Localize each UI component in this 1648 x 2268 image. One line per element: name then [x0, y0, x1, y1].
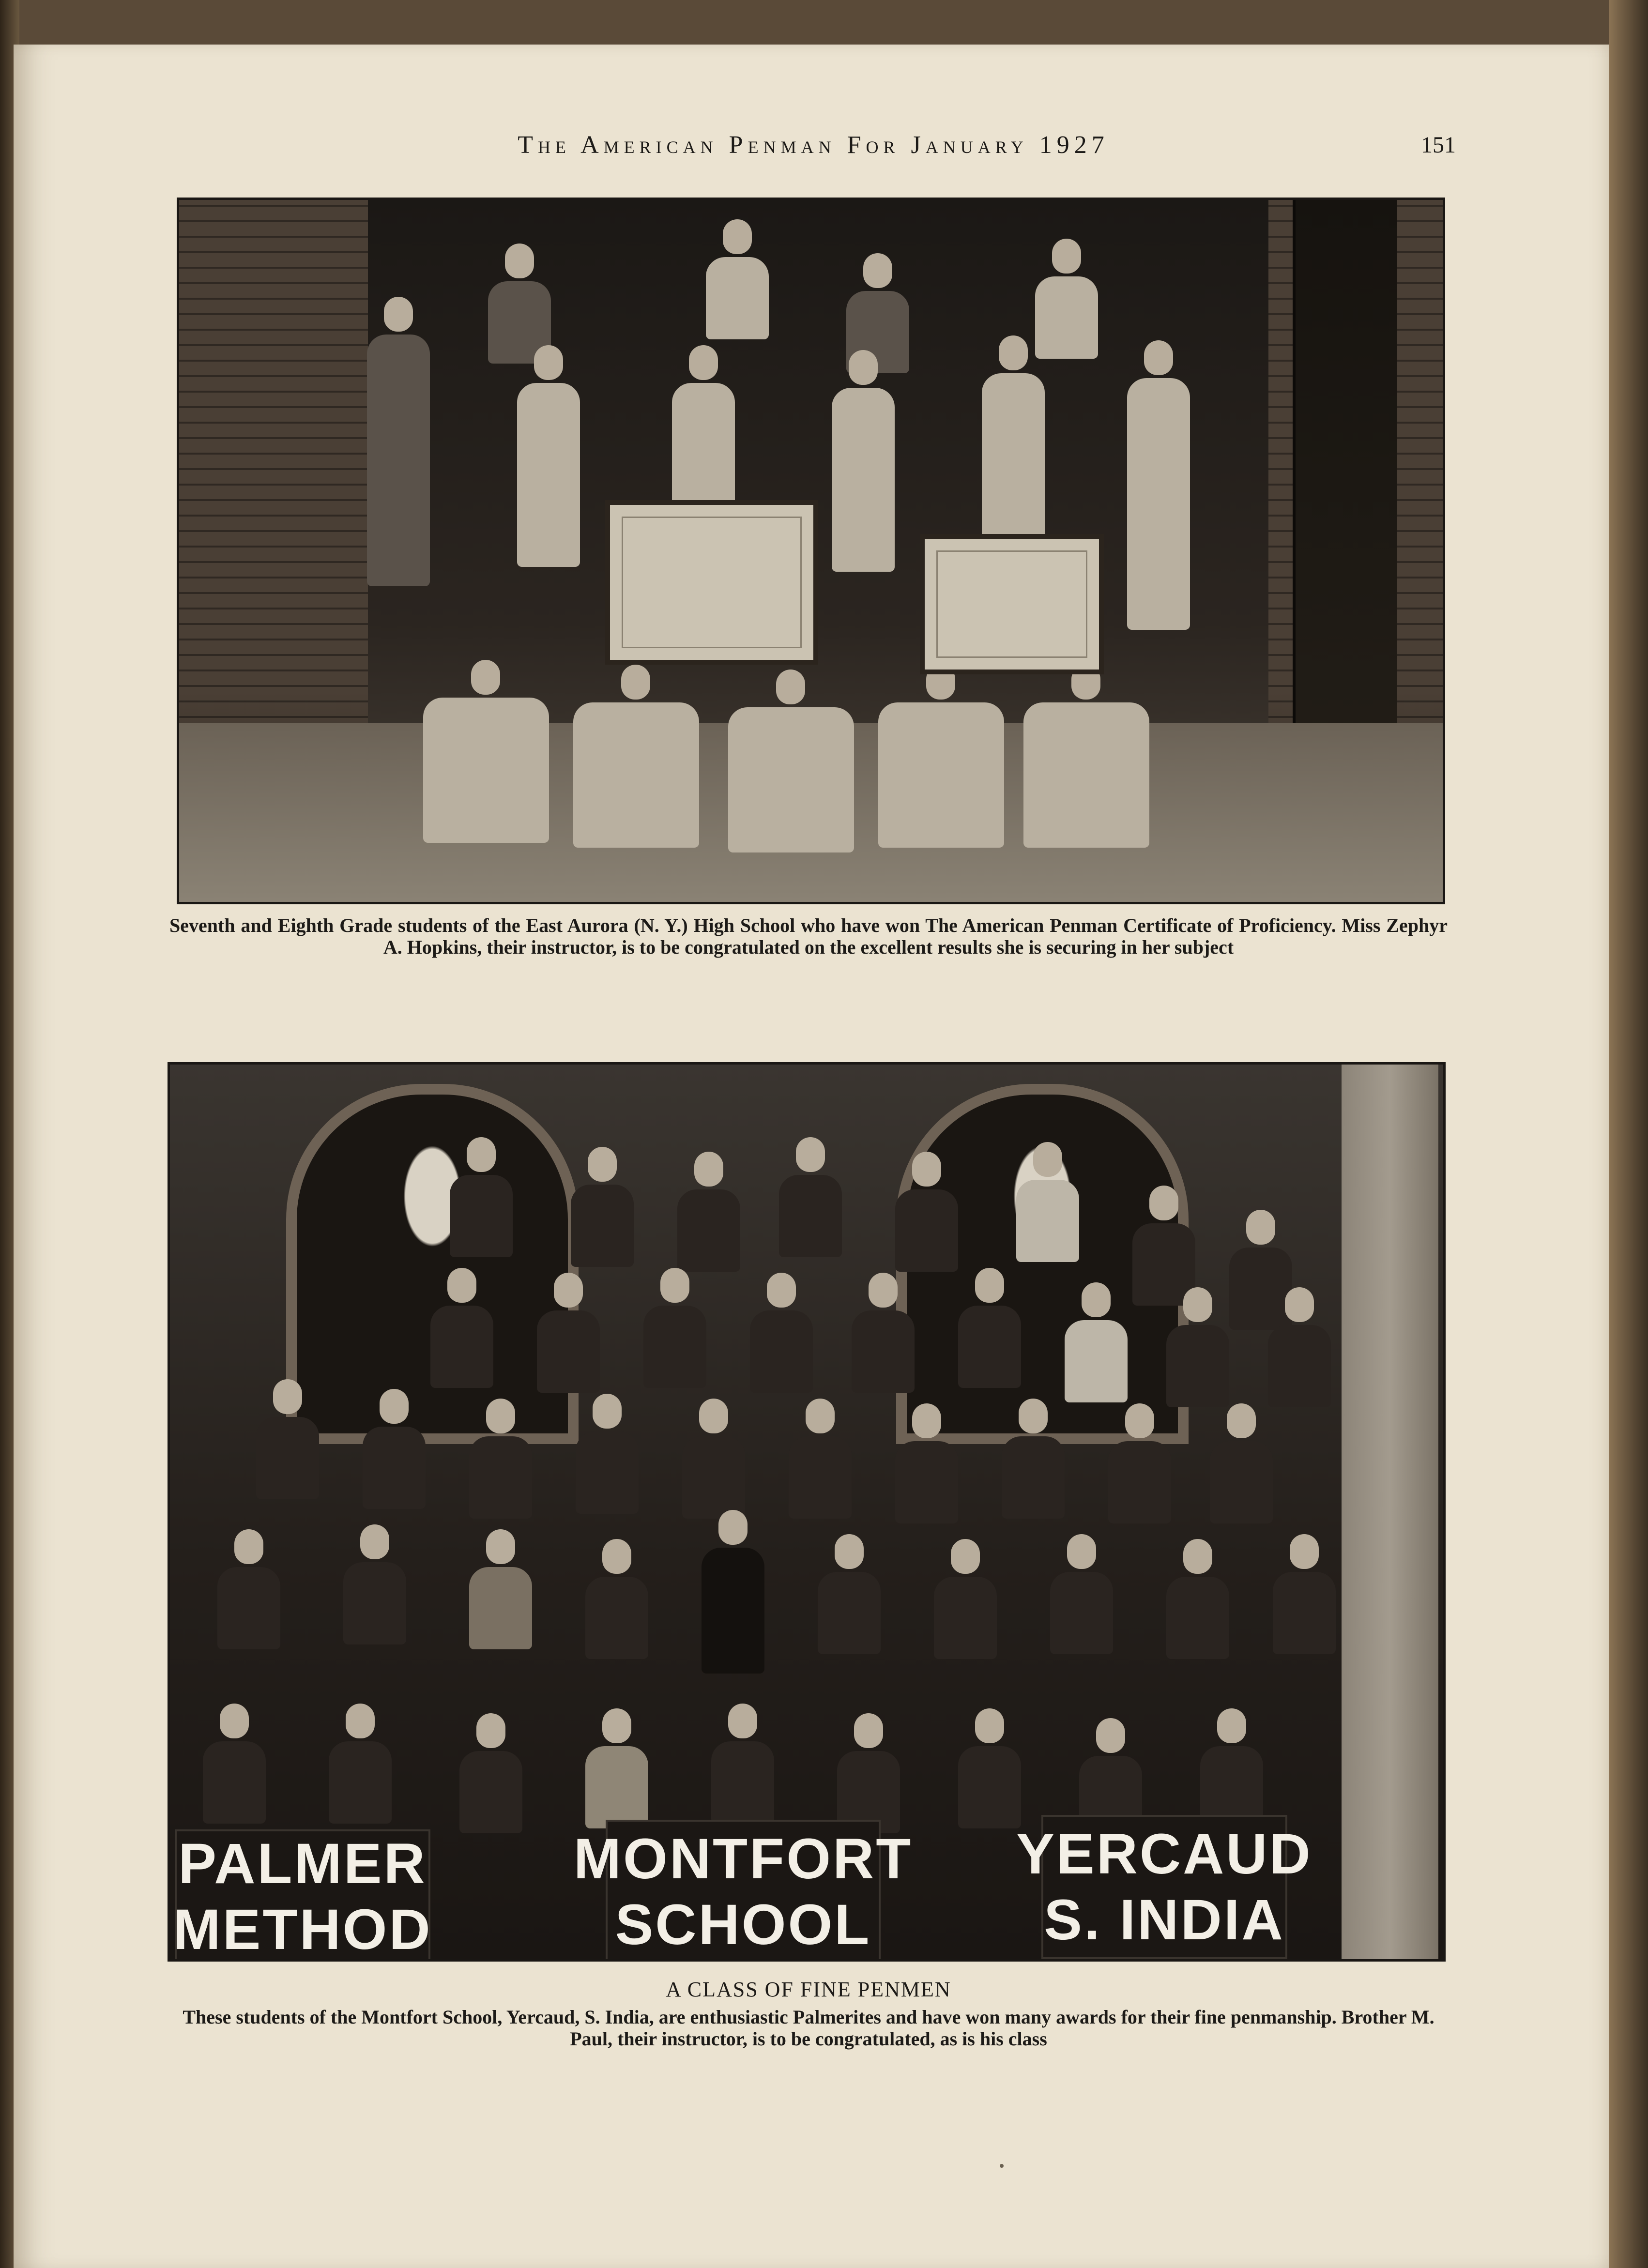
student: [828, 1534, 870, 1654]
student: [586, 1394, 628, 1514]
student: [1065, 665, 1107, 848]
sign-line: SCHOOL: [615, 1893, 871, 1957]
framed-certificate: [605, 500, 818, 665]
student: [465, 660, 506, 843]
student: [717, 219, 758, 339]
class-photo-montfort-school: [168, 1062, 1446, 1962]
student: [799, 1399, 841, 1519]
class-photo-east-aurora: [177, 198, 1445, 904]
student: [1279, 1287, 1320, 1407]
student: [480, 1529, 521, 1649]
student: [1138, 340, 1179, 630]
student: [460, 1137, 502, 1257]
student: [906, 1152, 947, 1272]
photo-2-caption-title: A CLASS OF FINE PENMEN: [666, 1978, 951, 2001]
student: [1012, 1399, 1054, 1519]
student: [267, 1379, 308, 1499]
photo-1-caption: Seventh and Eighth Grade students of the East Aurora (N. Y.) High School who have won The American Penman Certificate of Proficiency. Miss Zephyr A. Hopkins, their instructor, is to be congratulated on the excellent results she is securing in her subject: [169, 914, 1448, 958]
student: [848, 1713, 889, 1833]
student: [1177, 1539, 1219, 1659]
student: [862, 1273, 904, 1393]
student: [969, 1268, 1010, 1388]
sign-line: METHOD: [173, 1898, 432, 1962]
student: [770, 670, 811, 852]
page-number: 151: [1421, 132, 1456, 158]
student: [596, 1708, 638, 1828]
sign-line: PALMER: [178, 1832, 427, 1896]
student: [228, 1529, 270, 1649]
student: [1119, 1403, 1160, 1523]
student: [378, 297, 419, 586]
student: [339, 1704, 381, 1824]
student: [790, 1137, 831, 1257]
student: [688, 1152, 730, 1272]
sign-yercaud-s-india: [1016, 1815, 1312, 1959]
student: [761, 1273, 802, 1393]
student: [1061, 1534, 1102, 1654]
sign-montfort-school: [573, 1820, 913, 1962]
student: [528, 345, 569, 567]
photo-2-caption: These students of the Montfort School, Yercaud, S. India, are enthusiastic Palmerites and have won many awards for their fine penmanship. Brother M. Paul, their instructor, is to be congratulated, as is his class: [183, 2006, 1434, 2050]
instructor: [712, 1510, 754, 1674]
student: [906, 1403, 947, 1523]
student: [596, 1539, 638, 1659]
student: [1221, 1403, 1262, 1523]
student: [992, 335, 1034, 557]
paper-speck: [1000, 2164, 1004, 2168]
student: [1075, 1282, 1117, 1402]
student: [969, 1708, 1010, 1828]
student: [615, 665, 656, 848]
student: [441, 1268, 483, 1388]
student: [654, 1268, 696, 1388]
student: [470, 1713, 512, 1833]
sign-line: S. INDIA: [1044, 1888, 1285, 1952]
student: [920, 665, 961, 848]
student: [1177, 1287, 1219, 1407]
student: [945, 1539, 986, 1659]
student: [1283, 1534, 1325, 1654]
sign-palmer-method: [175, 1829, 430, 1962]
student: [581, 1147, 623, 1267]
student: [693, 1399, 734, 1519]
framed-certificate: [920, 534, 1104, 674]
student: [354, 1524, 396, 1644]
student: [1046, 239, 1087, 359]
running-header-title: The American Penman For January 1927: [518, 131, 1109, 159]
student: [214, 1704, 255, 1824]
student: [373, 1389, 415, 1509]
student: [548, 1273, 589, 1393]
book-edge: [1609, 0, 1648, 2268]
student: [842, 350, 884, 572]
sign-line: MONTFORT: [573, 1827, 913, 1891]
student: [1211, 1708, 1252, 1828]
student: [722, 1704, 763, 1824]
student: [1240, 1210, 1282, 1330]
student: [1027, 1142, 1068, 1262]
sign-line: YERCAUD: [1016, 1822, 1312, 1886]
student: [480, 1399, 521, 1519]
